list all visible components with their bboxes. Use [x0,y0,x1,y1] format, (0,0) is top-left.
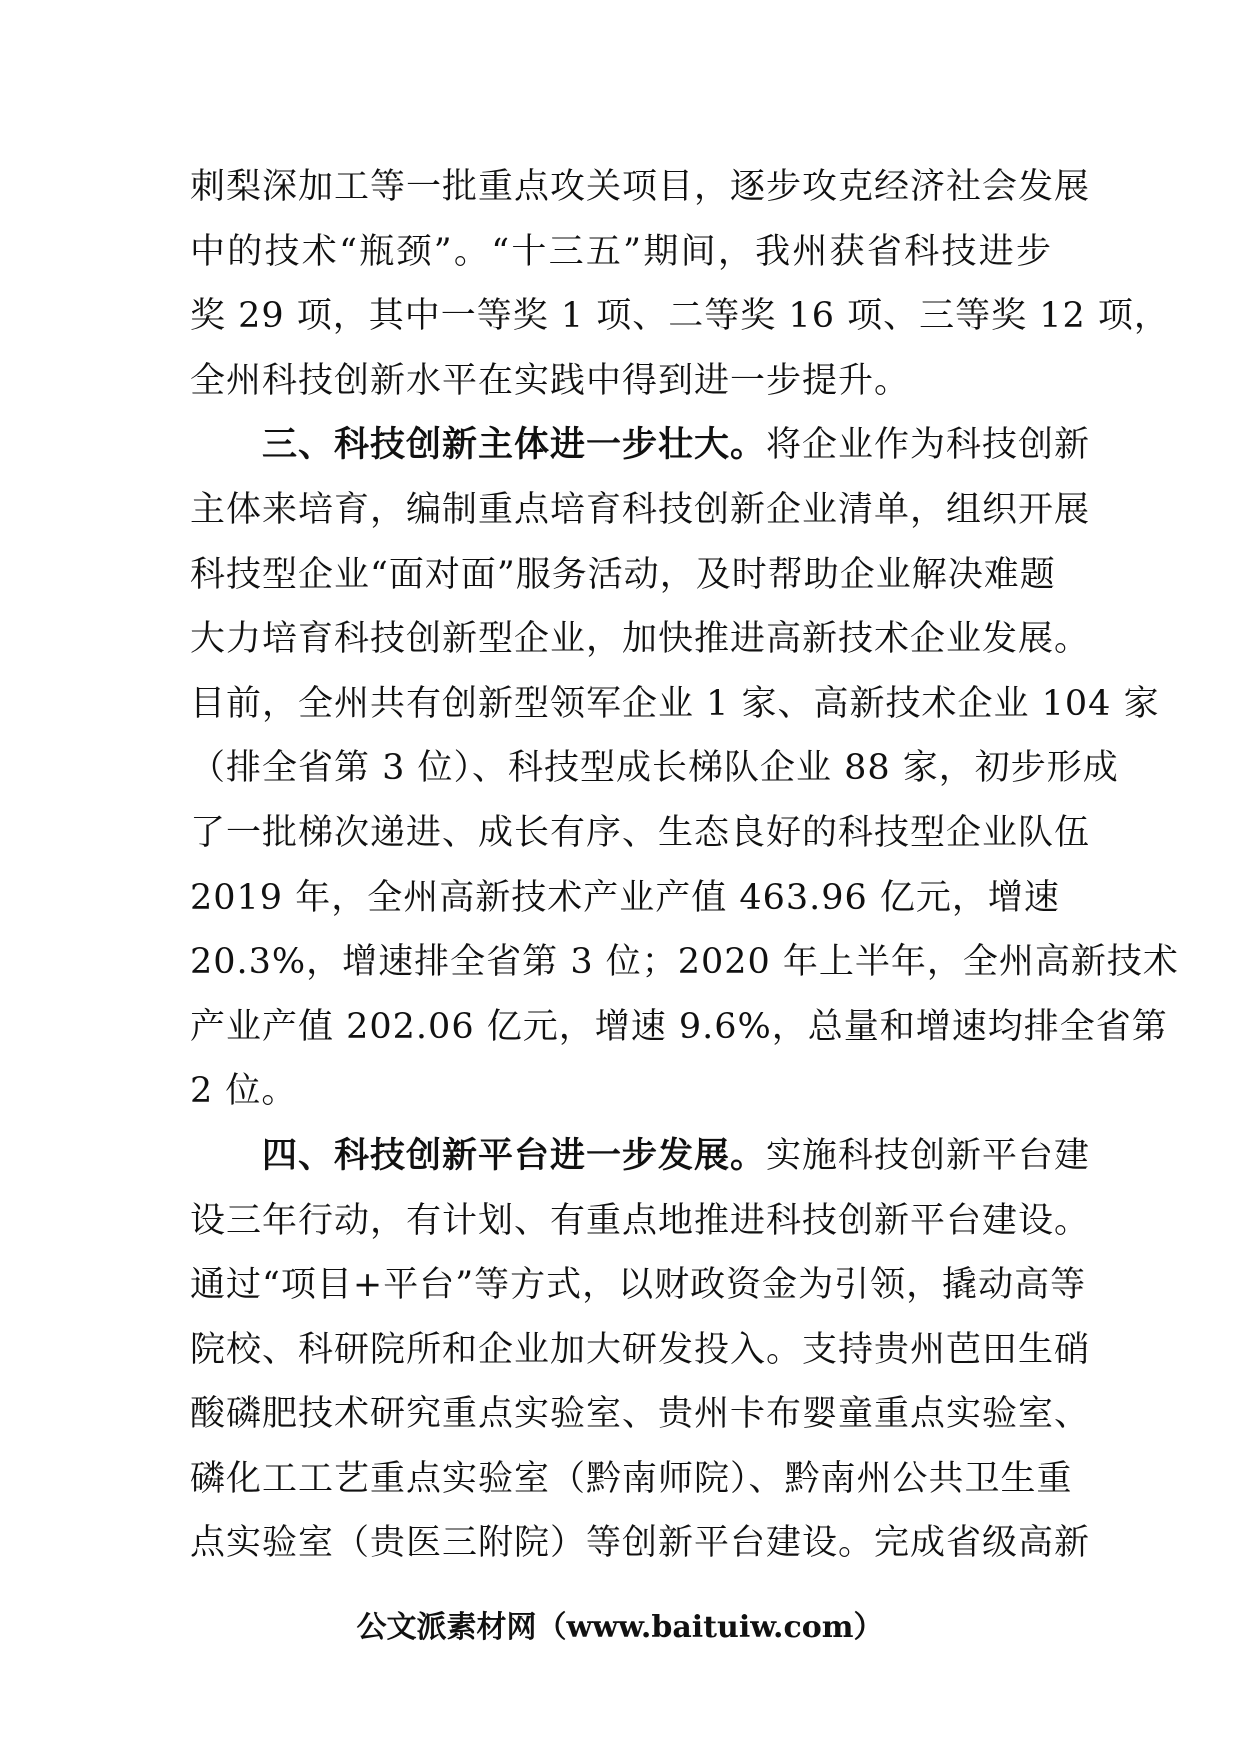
text-line: 科技型企业“面对面”服务活动，及时帮助企业解决难题 [190,554,1056,595]
section-three-lead: 将企业作为科技创新 [766,425,1091,466]
text-line: 院校、科研院所和企业加大研发投入。支持贵州芭田生硝 [190,1329,1091,1370]
section-three-heading: 三、科技创新主体进一步壮大。 [262,424,767,466]
section-four-lead: 实施科技创新平台建 [766,1135,1091,1176]
text-line: 设三年行动，有计划、有重点地推进科技创新平台建设。 [190,1200,1091,1241]
text-line: 奖 29 项，其中一等奖 1 项、二等奖 16 项、三等奖 12 项， [190,296,1170,337]
section-four-heading-line [190,1124,1091,1189]
text-line: 刺梨深加工等一批重点攻关项目，逐步攻克经济社会发展 [190,167,1091,207]
text-line: 酸磷肥技术研究重点实验室、贵州卡布婴童重点实验室、 [190,1394,1091,1435]
text-line: 目前，全州共有创新型领军企业 1 家、高新技术企业 104 家 [190,683,1160,724]
section-four-heading: 四、科技创新平台进一步发展。 [262,1134,767,1176]
text-line: 大力培育科技创新型企业，加快推进高新技术企业发展。 [190,619,1091,660]
text-line: （排全省第 3 位）、科技型成长梯队企业 88 家，初步形成 [190,748,1119,789]
footer-watermark: 公文派素材网（www.baituiw.com） [356,1610,884,1645]
text-line: 20.3%，增速排全省第 3 位；2020 年上半年，全州高新技术 [190,942,1179,983]
text-line: 了一批梯次递进、成长有序、生态良好的科技型企业队伍 [190,812,1091,853]
text-line: 主体来培育，编制重点培育科技创新企业清单，组织开展 [190,489,1091,530]
text-line: 中的技术“瓶颈”。“十三五”期间，我州获省科技进步 [190,231,1052,272]
text-line: 产业产值 202.06 亿元，增速 9.6%，总量和增速均排全省第 [190,1006,1168,1047]
text-line: 磷化工工艺重点实验室（黔南师院）、黔南州公共卫生重 [190,1458,1073,1499]
body-text [190,155,1179,1576]
section-three-heading-line [190,413,1091,478]
text-line: 全州科技创新水平在实践中得到进一步提升。 [190,360,911,401]
text-line: 2019 年，全州高新技术产业产值 463.96 亿元，增速 [190,877,1060,918]
text-line: 通过“项目+平台”等方式，以财政资金为引领，撬动高等 [190,1265,1087,1306]
text-line: 2 位。 [190,1071,298,1112]
text-line: 点实验室（贵医三附院）等创新平台建设。完成省级高新 [190,1523,1091,1564]
